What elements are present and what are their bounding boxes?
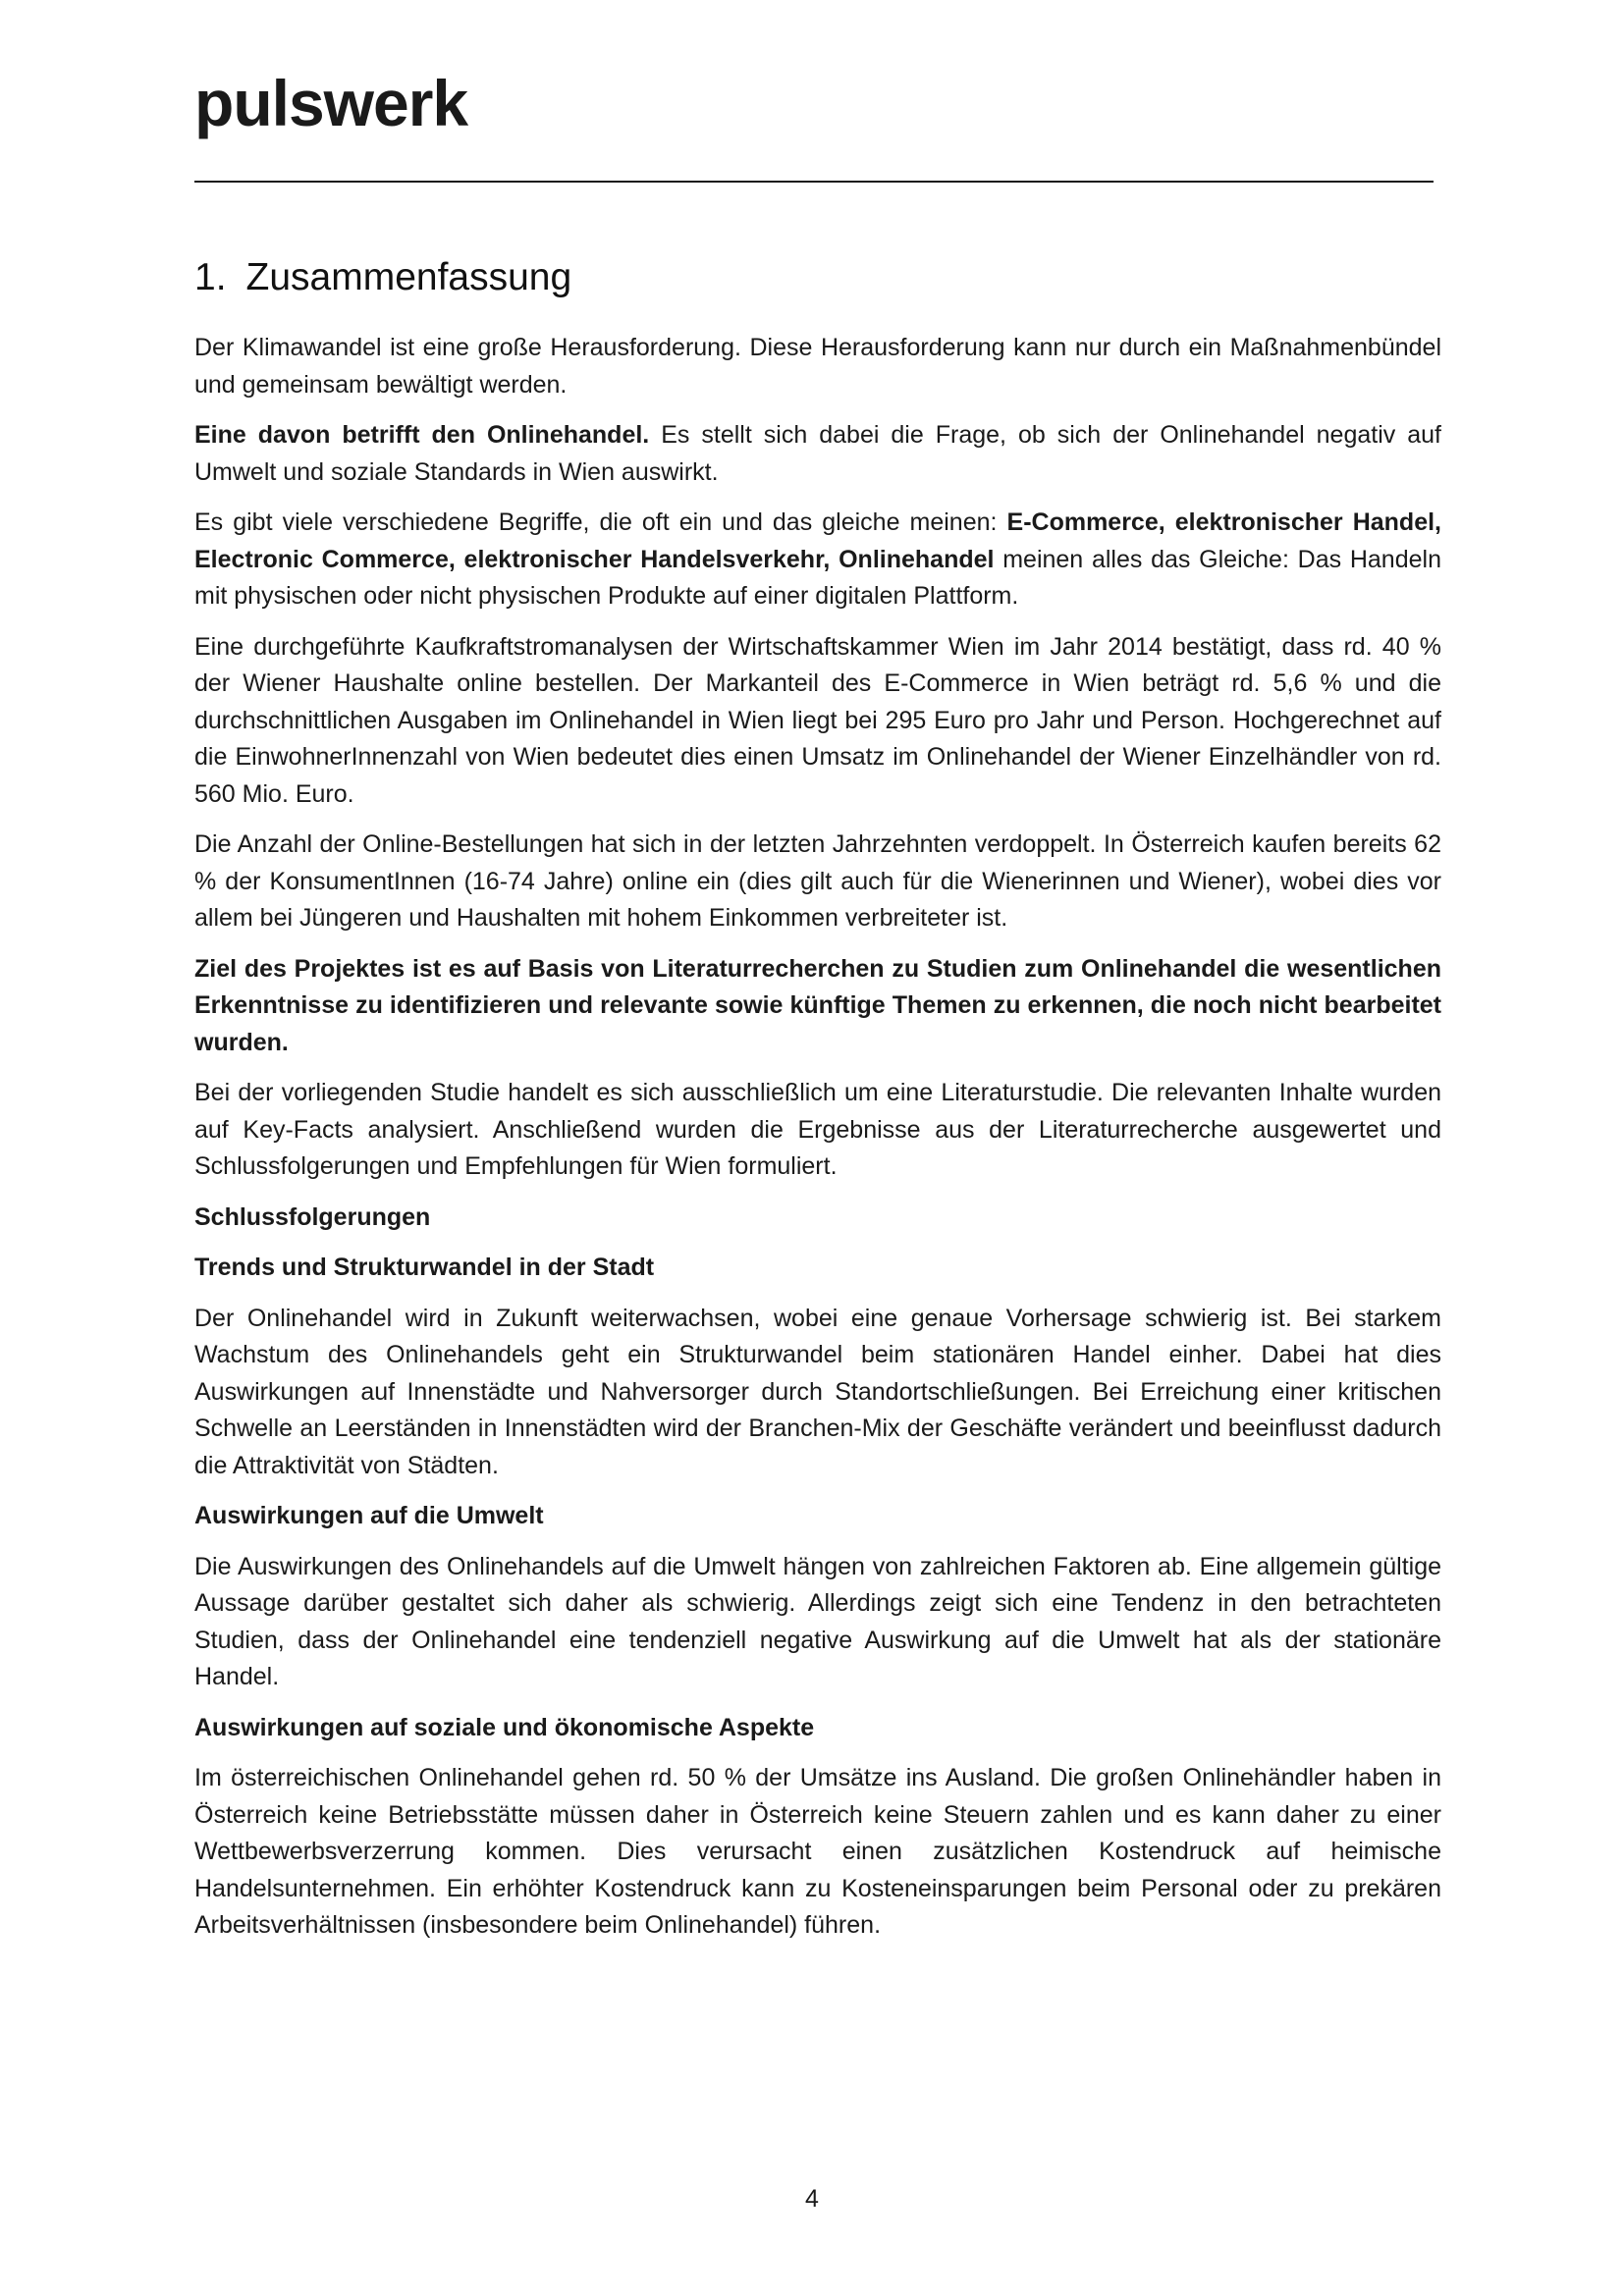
paragraph-intro: Der Klimawandel ist eine große Herausforderung. Diese Herausforderung kann nur durch ein Maßnahmenbündel und gemeinsam bewältigt werden.	[194, 334, 1441, 399]
paragraph-bestellungen: Die Anzahl der Online-Bestellungen hat sich in der letzten Jahrzehnten verdoppelt. In Österreich kaufen bereits 62 % der KonsumentInnen (16-74 Jahre) online ein (dies gilt auch für die Wienerinnen und Wiener), wobei dies vor allem bei Jüngeren und Haushalten mit hohem Einkommen verbreiteter ist.	[194, 830, 1441, 932]
pulswerk-logo: pulswerk	[194, 67, 468, 139]
heading-trends: Trends und Strukturwandel in der Stadt	[194, 1254, 655, 1281]
paragraph-trends: Der Onlinehandel wird in Zukunft weiterwachsen, wobei eine genaue Vorhersage schwierig ist. Bei starkem Wachstum des Onlinehandels geht ein Strukturwandel beim stationären Handel einher. Dabei hat dies Auswirkungen auf Innenstädte und Nahversorger durch Standortschließungen. Bei Erreichung einer kritischen Schwelle an Leerständen in Innenstädten wird der Branchen-Mix der Geschäfte verändert und beeinflusst dadurch die Attraktivität von Städten.	[194, 1304, 1441, 1479]
header-divider	[194, 181, 1434, 183]
paragraph-soziales: Im österreichischen Onlinehandel gehen rd. 50 % der Umsätze ins Ausland. Die großen Onlinehändler haben in Österreich keine Betriebsstätte müssen daher in Österreich keine Steuern zahlen und es kann daher zu einer Wettbewerbsverzerrung kommen. Dies verursacht einen zusätzlichen Kostendruck auf heimische Handelsunternehmen. Ein erhöhter Kostendruck kann zu Kosteneinsparungen beim Personal oder zu prekären Arbeitsverhältnissen (insbesondere beim Onlinehandel) führen.	[194, 1764, 1441, 1939]
paragraph-begriffe-bold: E-Commerce, elektronischer Handel, Electronic Commerce, elektronischer Handelsverkehr, Onlinehandel	[194, 508, 1441, 573]
paragraph-projektziel: Ziel des Projektes ist es auf Basis von Literaturrecherchen zu Studien zum Onlinehandel die wesentlichen Erkenntnisse zu identifizieren und relevante sowie künftige Themen zu erkennen, die noch nicht bearbeitet wurden.	[194, 954, 1441, 1056]
paragraph-umwelt: Die Auswirkungen des Onlinehandels auf die Umwelt hängen von zahlreichen Faktoren ab. Eine allgemein gültige Aussage darüber gestaltet sich daher als schwierig. Allerdings zeigt sich eine Tendenz in den betrachteten Studien, dass der Onlinehandel eine tendenziell negative Auswirkung auf die Umwelt hat als der stationäre Handel.	[194, 1552, 1441, 1690]
document-body	[194, 253, 1441, 1958]
heading-umwelt: Auswirkungen auf die Umwelt	[194, 1502, 544, 1529]
section-title: Zusammenfassung	[245, 256, 572, 298]
paragraph-onlinehandel-bold: Eine davon betrifft den Onlinehandel.	[194, 421, 650, 449]
section-heading	[194, 253, 1441, 302]
paragraph-methodik: Bei der vorliegenden Studie handelt es sich ausschließlich um eine Literaturstudie. Die relevanten Inhalte wurden auf Key-Facts analysiert. Anschließend wurden die Ergebnisse aus der Literaturrecherche ausgewertet und Schlussfolgerungen und Empfehlungen für Wien formuliert.	[194, 1079, 1441, 1180]
paragraph-onlinehandel-text: Es stellt sich dabei die Frage, ob sich der Onlinehandel negativ auf Umwelt und soziale Standards in Wien auswirkt.	[194, 421, 1441, 486]
heading-schlussfolgerungen: Schlussfolgerungen	[194, 1202, 431, 1231]
page-number: 4	[805, 2185, 819, 2213]
paragraph-begriffe-after: meinen alles das Gleiche: Das Handeln mit physischen oder nicht physischen Produkte auf einer digitalen Plattform.	[194, 545, 1441, 610]
paragraph-begriffe-before: Es gibt viele verschiedene Begriffe, die oft ein und das gleiche meinen:	[194, 508, 1007, 536]
paragraph-kaufkraft: Eine durchgeführte Kaufkraftstromanalysen der Wirtschaftskammer Wien im Jahr 2014 bestätigt, dass rd. 40 % der Wiener Haushalte online bestellen. Der Markanteil des E-Commerce in Wien beträgt rd. 5,6 % und die durchschnittlichen Ausgaben im Onlinehandel in Wien liegt bei 295 Euro pro Jahr und Person. Hochgerechnet auf die EinwohnerInnenzahl von Wien bedeutet dies einen Umsatz im Onlinehandel der Wiener Einzelhändler von rd. 560 Mio. Euro.	[194, 632, 1441, 808]
paragraph-begriffe	[194, 505, 1441, 615]
paragraph-onlinehandel	[194, 417, 1441, 491]
heading-soziales: Auswirkungen auf soziale und ökonomische Aspekte	[194, 1713, 815, 1741]
section-number: 1.	[194, 256, 227, 298]
